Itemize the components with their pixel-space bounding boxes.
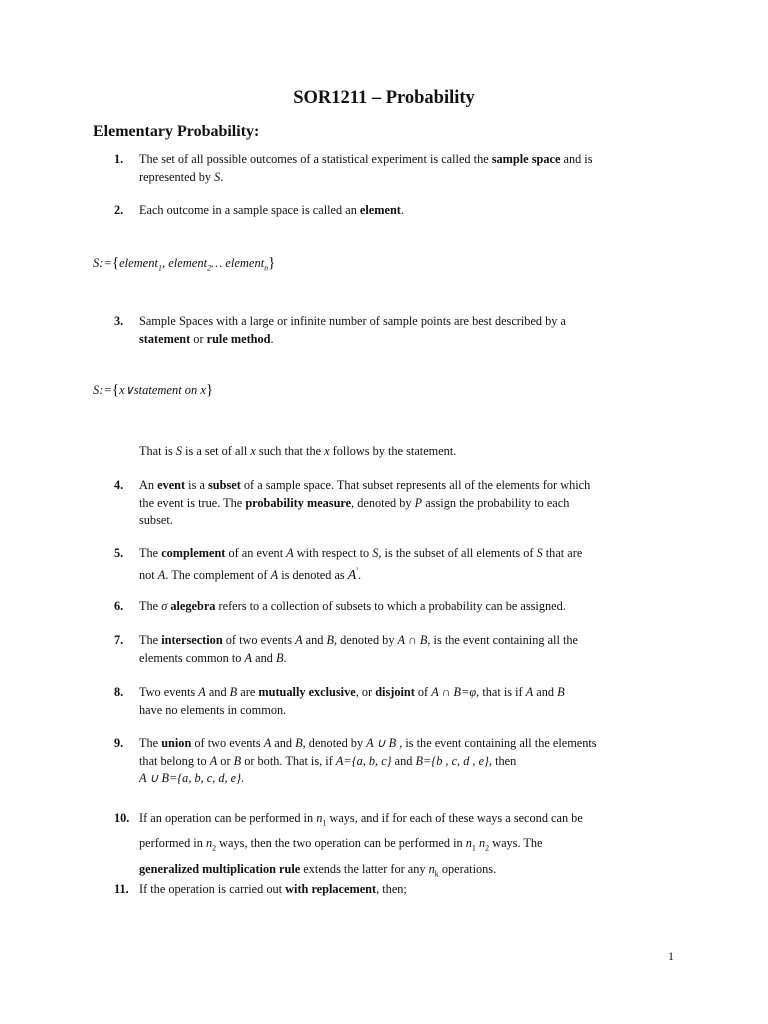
list-item-6: [94, 598, 664, 616]
term-subset: subset: [208, 478, 241, 492]
text: If an operation can be performed in: [139, 811, 317, 825]
text: , denoted by: [334, 633, 398, 647]
item-number: 2.: [114, 203, 124, 217]
math-var: B: [326, 633, 335, 647]
text: The: [139, 736, 162, 750]
item-number: 4.: [114, 478, 124, 492]
math-expr: A ∪ B: [366, 736, 397, 750]
item-number: 11.: [114, 882, 129, 896]
text: that belong to: [139, 753, 210, 768]
text: of two events: [191, 736, 264, 750]
item-number: 5.: [114, 546, 124, 560]
math-expr: B=: [415, 753, 432, 768]
text: or both. That is, if: [241, 753, 336, 768]
math-var: S: [214, 169, 221, 184]
text: and: [252, 650, 276, 665]
text: or: [190, 331, 207, 346]
text: Sample Spaces with a large or infinite number of sample points are best described by a: [139, 314, 566, 328]
math: S:=: [93, 256, 112, 270]
math-var: B: [229, 685, 238, 699]
text: and: [391, 753, 416, 768]
text: or: [217, 753, 234, 768]
prime: ': [356, 565, 358, 576]
section-heading: Elementary Probability:: [93, 123, 260, 140]
term-generalized-multiplication-rule: generalized multiplication rule: [139, 861, 301, 876]
subscript: 2: [207, 263, 212, 273]
text: , that is if: [476, 685, 526, 699]
equation-rule-method: [93, 382, 213, 399]
subscript: 2: [212, 843, 217, 853]
math-expr: A ∪ B=: [139, 771, 178, 785]
text: and: [533, 685, 558, 699]
text: ways, then the two operation can be performed in: [216, 836, 466, 851]
equation-sample-space: [93, 255, 275, 273]
math-var: B: [275, 650, 284, 665]
math-expr: A=: [335, 753, 352, 768]
math: element: [119, 256, 158, 270]
brace: }: [268, 255, 276, 271]
math-var: A: [198, 685, 206, 699]
term-probability-measure: probability measure: [245, 495, 352, 510]
text: Each outcome in a sample space is called an: [139, 203, 360, 217]
math-var: A: [347, 567, 357, 583]
term-rule-method: rule method: [206, 331, 271, 346]
list-item-11: [94, 881, 664, 899]
text: is a: [185, 478, 208, 492]
explanation-paragraph: [139, 444, 456, 459]
text: , then: [488, 753, 517, 768]
text: ways. The: [489, 836, 543, 851]
text: . The complement of: [165, 567, 271, 582]
text: of an event: [225, 546, 287, 560]
math: S:=: [93, 383, 112, 397]
math-var: n: [205, 836, 213, 851]
text: the event is true. The: [139, 495, 246, 510]
list-item-5: [94, 545, 664, 584]
text: and: [205, 685, 230, 699]
term-complement: complement: [161, 546, 226, 560]
term-event: event: [157, 478, 186, 492]
text: represented by: [139, 169, 215, 184]
math-var: n: [316, 811, 323, 825]
math: … element: [211, 256, 265, 270]
text: , is the event containing all the elements: [396, 736, 597, 750]
text: of: [414, 685, 432, 699]
brace: {: [111, 382, 120, 398]
list-item-3: [94, 313, 664, 348]
text: .: [220, 169, 224, 184]
math-var: x: [250, 444, 256, 458]
text: such that the: [255, 444, 325, 458]
text: , then;: [376, 882, 407, 896]
term-union: union: [161, 736, 192, 750]
math-var: x: [324, 444, 330, 458]
text: , is the event containing all the: [427, 633, 578, 647]
text: , denoted by: [351, 495, 415, 510]
text: performed in: [139, 836, 206, 851]
term-element: element: [359, 203, 401, 217]
page-number: 1: [668, 949, 674, 963]
term-intersection: intersection: [161, 633, 223, 647]
text: ways, and if for each of these ways a second can be: [326, 811, 583, 825]
text: .: [283, 650, 287, 665]
text: If the operation is carried out: [139, 882, 286, 896]
text: .: [400, 203, 404, 217]
subscript: 2: [485, 843, 490, 853]
list-item-8: [94, 684, 664, 719]
math-var: n: [475, 836, 486, 851]
text: The: [139, 599, 162, 613]
math-set: {b , c, d , e}: [431, 753, 489, 768]
math-var: A: [525, 685, 534, 699]
math-set: {a, b, c, d, e}: [177, 771, 242, 785]
text: that are: [542, 546, 583, 560]
list-item-1: [94, 151, 664, 186]
text: not: [139, 567, 158, 582]
text: The: [139, 546, 162, 560]
text: Two events: [139, 685, 199, 699]
math-var: n: [465, 836, 472, 851]
item-number: 3.: [114, 314, 124, 328]
subscript: n: [264, 263, 269, 273]
brace: }: [205, 382, 214, 398]
subscript: k: [434, 869, 439, 879]
text: and: [302, 633, 327, 647]
math-expr: A ∩ B: [397, 633, 428, 647]
term-statement: statement: [139, 331, 191, 346]
math-var: A: [244, 650, 253, 665]
list-item-10: [94, 808, 664, 884]
math-var: S: [536, 546, 543, 560]
text: That is: [139, 444, 176, 458]
math-var: S: [175, 444, 183, 458]
text: and is: [560, 152, 593, 166]
text: is a set of all: [182, 444, 251, 458]
text: and: [271, 736, 296, 750]
term-with-replacement: with replacement: [285, 882, 377, 896]
math-var: B: [557, 685, 565, 699]
math: , element: [161, 256, 208, 270]
text: have no elements in common.: [139, 702, 287, 717]
math-var: A: [295, 633, 303, 647]
text: .: [270, 331, 274, 346]
math-var: S: [372, 546, 379, 560]
math-var: A: [263, 736, 272, 750]
text: .: [241, 771, 245, 785]
math-expr: A ∩ B=φ: [431, 685, 477, 699]
item-number: 8.: [114, 685, 124, 699]
sigma-symbol: σ: [161, 599, 168, 613]
math-var: A: [209, 753, 218, 768]
math-var: B: [233, 753, 242, 768]
item-number: 6.: [114, 599, 124, 613]
math-var: P: [414, 495, 423, 510]
text: refers to a collection of subsets to which a probability can be assigned.: [215, 599, 566, 613]
text: , denoted by: [302, 736, 367, 750]
item-number: 7.: [114, 633, 124, 647]
subscript: 1: [322, 818, 327, 828]
text: of two events: [222, 633, 296, 647]
text: assign the probability to each: [422, 495, 570, 510]
document-title: SOR1211 – Probability: [293, 88, 475, 108]
subscript: 1: [157, 263, 162, 273]
text: , is the subset of all elements of: [378, 546, 537, 560]
math: x∨statement on x: [119, 383, 206, 397]
text: , or: [355, 685, 376, 699]
math-var: A: [286, 546, 294, 560]
math-set: {a, b, c}: [351, 753, 392, 768]
math-var: B: [295, 736, 303, 750]
item-number: 9.: [114, 736, 124, 750]
text: of a sample space. That subset represents all of the elements for which: [240, 478, 591, 492]
term-sample-space: sample space: [491, 152, 561, 166]
text: are: [237, 685, 259, 699]
brace: {: [111, 255, 120, 271]
text: is denoted as: [278, 567, 348, 582]
term-disjoint: disjoint: [375, 685, 415, 699]
item-number: 10.: [114, 811, 130, 825]
text: extends the latter for any: [300, 861, 429, 876]
text: The: [139, 633, 162, 647]
math-var: n: [428, 861, 435, 876]
term-algebra: alegebra: [170, 599, 216, 613]
text: with respect to: [293, 546, 373, 560]
list-item-9: [94, 735, 664, 788]
subscript: 1: [471, 843, 476, 853]
math-var: A: [157, 567, 166, 582]
list-item-7: [94, 632, 664, 667]
list-item-2: [94, 202, 664, 220]
item-number: 1.: [114, 152, 124, 166]
math-var: A: [270, 567, 279, 582]
text: .: [357, 567, 362, 582]
text: The set of all possible outcomes of a statistical experiment is called the: [139, 152, 492, 166]
text: An: [139, 478, 158, 492]
term-mutually-exclusive: mutually exclusive: [258, 685, 356, 699]
text: follows by the statement.: [329, 444, 457, 458]
list-item-4: [94, 477, 664, 530]
text: elements common to: [139, 650, 245, 665]
text: subset.: [139, 513, 173, 527]
text: operations.: [438, 861, 497, 876]
